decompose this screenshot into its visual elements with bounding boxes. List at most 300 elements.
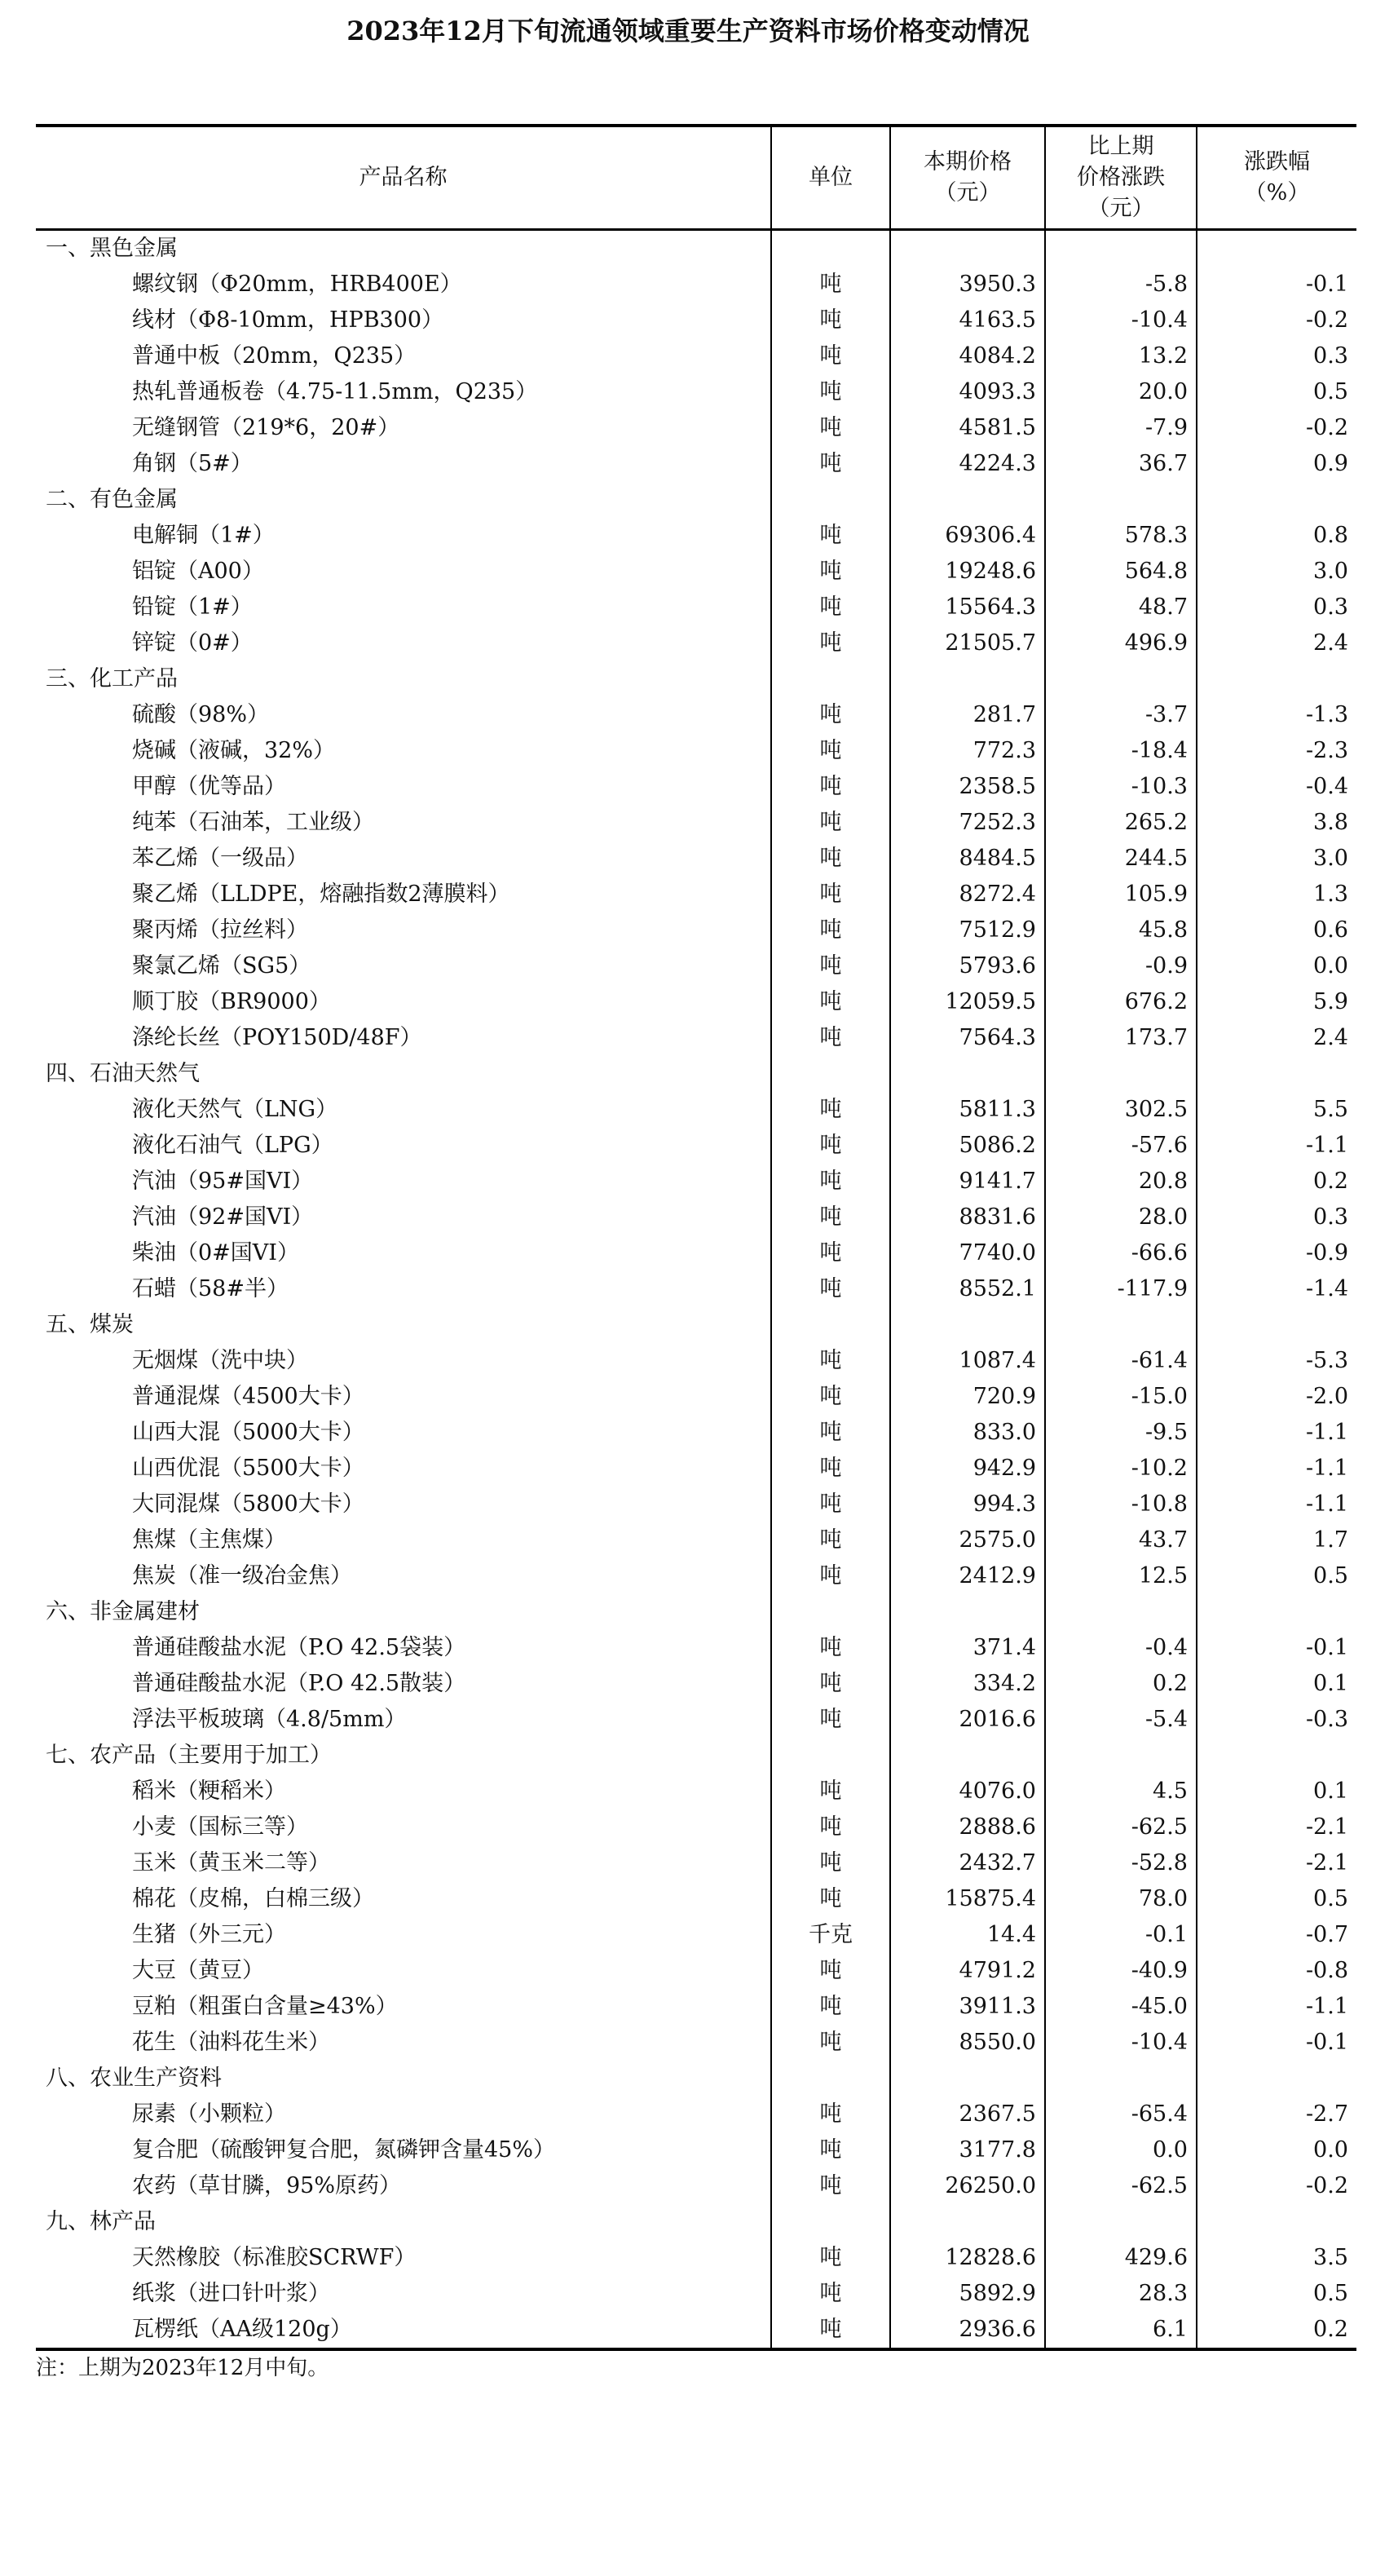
table-row bbox=[36, 1379, 1356, 1415]
unit-cell: 吨 bbox=[771, 625, 890, 661]
empty-cell bbox=[771, 661, 890, 697]
change-percent-cell: 5.5 bbox=[1197, 1092, 1356, 1128]
change-percent-cell: -0.4 bbox=[1197, 769, 1356, 805]
change-percent-cell: -2.1 bbox=[1197, 1845, 1356, 1881]
price-change-cell: 578.3 bbox=[1045, 518, 1197, 554]
empty-cell bbox=[890, 1738, 1045, 1774]
header-row bbox=[36, 126, 1356, 230]
category-row bbox=[36, 1307, 1356, 1343]
empty-cell bbox=[1045, 1056, 1197, 1092]
table-row bbox=[36, 1164, 1356, 1200]
price-change-cell: 28.3 bbox=[1045, 2276, 1197, 2312]
price-change-cell: -10.8 bbox=[1045, 1487, 1197, 1522]
category-name: 五、煤炭 bbox=[46, 1312, 134, 1337]
category-row bbox=[36, 1056, 1356, 1092]
product-name: 顺丁胶（BR9000） bbox=[132, 989, 331, 1014]
product-name: 角钢（5#） bbox=[132, 451, 253, 476]
change-percent-cell: 3.5 bbox=[1197, 2240, 1356, 2276]
product-name: 螺纹钢（Φ20mm，HRB400E） bbox=[132, 272, 462, 297]
price-change-cell: -18.4 bbox=[1045, 733, 1197, 769]
product-name: 天然橡胶（标准胶SCRWF） bbox=[132, 2245, 417, 2270]
empty-cell bbox=[1045, 1307, 1197, 1343]
product-name: 铝锭（A00） bbox=[132, 559, 264, 584]
product-name: 稻米（粳稻米） bbox=[132, 1778, 286, 1804]
empty-cell bbox=[771, 1056, 890, 1092]
category-name: 七、农产品（主要用于加工） bbox=[46, 1743, 332, 1768]
unit-cell: 吨 bbox=[771, 1379, 890, 1415]
empty-cell bbox=[890, 661, 1045, 697]
change-percent-cell: -0.2 bbox=[1197, 2168, 1356, 2204]
empty-cell bbox=[1045, 230, 1197, 267]
table-row bbox=[36, 805, 1356, 841]
current-price-cell: 2412.9 bbox=[890, 1558, 1045, 1594]
product-name: 硫酸（98%） bbox=[132, 702, 270, 727]
change-percent-cell: -0.7 bbox=[1197, 1917, 1356, 1953]
price-change-cell: 496.9 bbox=[1045, 625, 1197, 661]
table-row bbox=[36, 697, 1356, 733]
price-change-cell: -52.8 bbox=[1045, 1845, 1197, 1881]
unit-cell: 吨 bbox=[771, 769, 890, 805]
empty-cell bbox=[1197, 230, 1356, 267]
change-percent-cell: 0.2 bbox=[1197, 2312, 1356, 2349]
price-change-cell: 105.9 bbox=[1045, 877, 1197, 912]
table-row bbox=[36, 2168, 1356, 2204]
change-percent-cell: 0.2 bbox=[1197, 1164, 1356, 1200]
table-row bbox=[36, 590, 1356, 625]
product-name: 聚丙烯（拉丝料） bbox=[132, 917, 308, 943]
empty-cell bbox=[771, 230, 890, 267]
product-name: 烧碱（液碱，32%） bbox=[132, 738, 336, 763]
current-price-cell: 1087.4 bbox=[890, 1343, 1045, 1379]
product-name: 花生（油料花生米） bbox=[132, 2030, 330, 2055]
unit-cell: 吨 bbox=[771, 1558, 890, 1594]
unit-cell: 吨 bbox=[771, 2025, 890, 2061]
product-name: 热轧普通板卷（4.75-11.5mm，Q235） bbox=[132, 379, 538, 404]
product-name: 普通中板（20mm，Q235） bbox=[132, 343, 417, 369]
change-percent-cell: 0.3 bbox=[1197, 590, 1356, 625]
empty-cell bbox=[1045, 661, 1197, 697]
current-price-cell: 2575.0 bbox=[890, 1522, 1045, 1558]
change-percent-cell: -1.1 bbox=[1197, 1128, 1356, 1164]
table-row bbox=[36, 1343, 1356, 1379]
change-percent-cell: -1.3 bbox=[1197, 697, 1356, 733]
change-percent-cell: 5.9 bbox=[1197, 984, 1356, 1020]
price-change-cell: 12.5 bbox=[1045, 1558, 1197, 1594]
change-percent-cell: -2.0 bbox=[1197, 1379, 1356, 1415]
empty-cell bbox=[771, 1738, 890, 1774]
price-change-cell: -3.7 bbox=[1045, 697, 1197, 733]
current-price-cell: 9141.7 bbox=[890, 1164, 1045, 1200]
current-price-cell: 7252.3 bbox=[890, 805, 1045, 841]
category-row bbox=[36, 482, 1356, 518]
unit-cell: 吨 bbox=[771, 1666, 890, 1702]
category-name: 四、石油天然气 bbox=[46, 1061, 200, 1086]
page-title: 2023年12月下旬流通领域重要生产资料市场价格变动情况 bbox=[346, 15, 1030, 46]
table-row bbox=[36, 2025, 1356, 2061]
price-change-cell: -45.0 bbox=[1045, 1989, 1197, 2025]
price-change-cell: 0.0 bbox=[1045, 2132, 1197, 2168]
product-name: 铅锭（1#） bbox=[132, 594, 253, 620]
change-percent-cell: -0.1 bbox=[1197, 267, 1356, 303]
product-name: 豆粕（粗蛋白含量≥43%） bbox=[132, 1994, 398, 2019]
unit-cell: 吨 bbox=[771, 1200, 890, 1235]
current-price-cell: 12059.5 bbox=[890, 984, 1045, 1020]
price-change-cell: 4.5 bbox=[1045, 1774, 1197, 1809]
price-change-cell: 20.0 bbox=[1045, 374, 1197, 410]
unit-cell: 吨 bbox=[771, 338, 890, 374]
table-row bbox=[36, 769, 1356, 805]
unit-cell: 吨 bbox=[771, 410, 890, 446]
header-current-price bbox=[890, 126, 1045, 230]
current-price-cell: 833.0 bbox=[890, 1415, 1045, 1451]
empty-cell bbox=[1197, 661, 1356, 697]
price-change-cell: 48.7 bbox=[1045, 590, 1197, 625]
change-percent-cell: 3.8 bbox=[1197, 805, 1356, 841]
change-percent-cell: 0.8 bbox=[1197, 518, 1356, 554]
unit-cell: 吨 bbox=[771, 805, 890, 841]
current-price-cell: 772.3 bbox=[890, 733, 1045, 769]
product-name: 焦炭（准一级冶金焦） bbox=[132, 1563, 352, 1588]
unit-cell: 吨 bbox=[771, 984, 890, 1020]
current-price-cell: 4163.5 bbox=[890, 303, 1045, 338]
current-price-cell: 8831.6 bbox=[890, 1200, 1045, 1235]
product-name: 电解铜（1#） bbox=[132, 523, 275, 548]
current-price-cell: 8484.5 bbox=[890, 841, 1045, 877]
change-percent-cell: 0.5 bbox=[1197, 374, 1356, 410]
unit-cell: 吨 bbox=[771, 1953, 890, 1989]
unit-cell: 吨 bbox=[771, 1702, 890, 1738]
product-name: 大豆（黄豆） bbox=[132, 1958, 264, 1983]
change-percent-cell: -2.7 bbox=[1197, 2097, 1356, 2132]
change-percent-cell: 1.7 bbox=[1197, 1522, 1356, 1558]
current-price-cell: 4224.3 bbox=[890, 446, 1045, 482]
current-price-cell: 5086.2 bbox=[890, 1128, 1045, 1164]
table-row bbox=[36, 877, 1356, 912]
empty-cell bbox=[771, 2204, 890, 2240]
unit-cell: 吨 bbox=[771, 1989, 890, 2025]
table-row bbox=[36, 1845, 1356, 1881]
change-percent-cell: 0.5 bbox=[1197, 1558, 1356, 1594]
current-price-cell: 3911.3 bbox=[890, 1989, 1045, 2025]
current-price-cell: 12828.6 bbox=[890, 2240, 1045, 2276]
table-row bbox=[36, 1917, 1356, 1953]
change-percent-cell: -1.1 bbox=[1197, 1487, 1356, 1522]
table-row bbox=[36, 410, 1356, 446]
product-name: 石蜡（58#半） bbox=[132, 1276, 289, 1301]
change-percent-cell: -0.1 bbox=[1197, 1630, 1356, 1666]
header-price-change-line1: 比上期 bbox=[1087, 134, 1154, 159]
current-price-cell: 281.7 bbox=[890, 697, 1045, 733]
change-percent-cell: 0.3 bbox=[1197, 338, 1356, 374]
unit-cell: 吨 bbox=[771, 877, 890, 912]
table-row bbox=[36, 1487, 1356, 1522]
product-name: 山西优混（5500大卡） bbox=[132, 1456, 364, 1481]
empty-cell bbox=[890, 230, 1045, 267]
header-product-name-text: 产品名称 bbox=[359, 165, 448, 190]
table-row bbox=[36, 1558, 1356, 1594]
table-row bbox=[36, 733, 1356, 769]
price-change-cell: -57.6 bbox=[1045, 1128, 1197, 1164]
current-price-cell: 371.4 bbox=[890, 1630, 1045, 1666]
current-price-cell: 4093.3 bbox=[890, 374, 1045, 410]
product-name: 汽油（92#国VI） bbox=[132, 1204, 314, 1230]
table-row bbox=[36, 338, 1356, 374]
category-row bbox=[36, 230, 1356, 267]
header-current-price-line1: 本期价格 bbox=[924, 149, 1012, 175]
empty-cell bbox=[890, 2061, 1045, 2097]
price-change-cell: -5.8 bbox=[1045, 267, 1197, 303]
price-change-cell: -117.9 bbox=[1045, 1271, 1197, 1307]
category-name: 八、农业生产资料 bbox=[46, 2066, 222, 2091]
current-price-cell: 2358.5 bbox=[890, 769, 1045, 805]
product-name: 柴油（0#国VI） bbox=[132, 1240, 299, 1266]
current-price-cell: 4076.0 bbox=[890, 1774, 1045, 1809]
table-row bbox=[36, 984, 1356, 1020]
unit-cell: 吨 bbox=[771, 1451, 890, 1487]
current-price-cell: 5793.6 bbox=[890, 948, 1045, 984]
unit-cell: 吨 bbox=[771, 1415, 890, 1451]
current-price-cell: 2016.6 bbox=[890, 1702, 1045, 1738]
table-row bbox=[36, 2312, 1356, 2349]
table-row bbox=[36, 267, 1356, 303]
price-change-cell: -5.4 bbox=[1045, 1702, 1197, 1738]
current-price-cell: 8550.0 bbox=[890, 2025, 1045, 2061]
price-change-cell: 429.6 bbox=[1045, 2240, 1197, 2276]
product-name: 纯苯（石油苯，工业级） bbox=[132, 810, 374, 835]
unit-cell: 吨 bbox=[771, 1164, 890, 1200]
table-row bbox=[36, 1451, 1356, 1487]
current-price-cell: 5811.3 bbox=[890, 1092, 1045, 1128]
current-price-cell: 2432.7 bbox=[890, 1845, 1045, 1881]
price-change-cell: -61.4 bbox=[1045, 1343, 1197, 1379]
unit-cell: 吨 bbox=[771, 1845, 890, 1881]
unit-cell: 吨 bbox=[771, 948, 890, 984]
price-change-cell: -65.4 bbox=[1045, 2097, 1197, 2132]
price-change-cell: 0.2 bbox=[1045, 1666, 1197, 1702]
product-name: 尿素（小颗粒） bbox=[132, 2101, 286, 2127]
table-row bbox=[36, 841, 1356, 877]
unit-cell: 吨 bbox=[771, 554, 890, 590]
price-change-cell: -0.4 bbox=[1045, 1630, 1197, 1666]
product-name: 聚氯乙烯（SG5） bbox=[132, 953, 311, 979]
table-row bbox=[36, 374, 1356, 410]
table-row bbox=[36, 1415, 1356, 1451]
price-change-cell: -10.2 bbox=[1045, 1451, 1197, 1487]
unit-cell: 吨 bbox=[771, 267, 890, 303]
price-change-cell: -15.0 bbox=[1045, 1379, 1197, 1415]
current-price-cell: 7512.9 bbox=[890, 912, 1045, 948]
current-price-cell: 5892.9 bbox=[890, 2276, 1045, 2312]
table-row bbox=[36, 1235, 1356, 1271]
table-row bbox=[36, 2097, 1356, 2132]
product-name: 棉花（皮棉，白棉三级） bbox=[132, 1886, 374, 1911]
empty-cell bbox=[1045, 2061, 1197, 2097]
unit-cell: 吨 bbox=[771, 841, 890, 877]
header-product-name bbox=[36, 126, 771, 230]
empty-cell bbox=[771, 482, 890, 518]
price-change-cell: -10.3 bbox=[1045, 769, 1197, 805]
table-row bbox=[36, 1522, 1356, 1558]
product-name: 农药（草甘膦，95%原药） bbox=[132, 2173, 402, 2198]
product-name: 山西大混（5000大卡） bbox=[132, 1420, 364, 1445]
empty-cell bbox=[890, 2204, 1045, 2240]
current-price-cell: 15564.3 bbox=[890, 590, 1045, 625]
price-change-cell: -66.6 bbox=[1045, 1235, 1197, 1271]
current-price-cell: 8552.1 bbox=[890, 1271, 1045, 1307]
price-change-cell: 36.7 bbox=[1045, 446, 1197, 482]
category-name: 二、有色金属 bbox=[46, 487, 178, 512]
unit-cell: 吨 bbox=[771, 303, 890, 338]
empty-cell bbox=[1197, 1738, 1356, 1774]
unit-cell: 吨 bbox=[771, 1020, 890, 1056]
price-change-cell: -0.1 bbox=[1045, 1917, 1197, 1953]
current-price-cell: 3950.3 bbox=[890, 267, 1045, 303]
unit-cell: 吨 bbox=[771, 1343, 890, 1379]
price-change-cell: 676.2 bbox=[1045, 984, 1197, 1020]
price-change-cell: 13.2 bbox=[1045, 338, 1197, 374]
unit-cell: 吨 bbox=[771, 1092, 890, 1128]
table-row bbox=[36, 948, 1356, 984]
category-name: 一、黑色金属 bbox=[46, 236, 178, 261]
table-header bbox=[36, 126, 1356, 230]
change-percent-cell: 0.5 bbox=[1197, 2276, 1356, 2312]
table-row bbox=[36, 1953, 1356, 1989]
current-price-cell: 7564.3 bbox=[890, 1020, 1045, 1056]
header-price-change-line2: 价格涨跌 bbox=[1077, 165, 1165, 190]
current-price-cell: 69306.4 bbox=[890, 518, 1045, 554]
product-name: 线材（Φ8-10mm，HPB300） bbox=[132, 307, 444, 333]
current-price-cell: 3177.8 bbox=[890, 2132, 1045, 2168]
table-row bbox=[36, 1702, 1356, 1738]
change-percent-cell: -2.3 bbox=[1197, 733, 1356, 769]
table-row bbox=[36, 1128, 1356, 1164]
table-row bbox=[36, 1881, 1356, 1917]
product-name: 无缝钢管（219*6，20#） bbox=[132, 415, 400, 440]
unit-cell: 吨 bbox=[771, 590, 890, 625]
product-name: 汽油（95#国VI） bbox=[132, 1169, 314, 1194]
change-percent-cell: -0.9 bbox=[1197, 1235, 1356, 1271]
empty-cell bbox=[1197, 1594, 1356, 1630]
price-change-cell: -40.9 bbox=[1045, 1953, 1197, 1989]
unit-cell: 吨 bbox=[771, 2312, 890, 2349]
table-row bbox=[36, 912, 1356, 948]
current-price-cell: 26250.0 bbox=[890, 2168, 1045, 2204]
product-name: 无烟煤（洗中块） bbox=[132, 1348, 308, 1373]
change-percent-cell: 2.4 bbox=[1197, 1020, 1356, 1056]
current-price-cell: 720.9 bbox=[890, 1379, 1045, 1415]
change-percent-cell: 3.0 bbox=[1197, 554, 1356, 590]
change-percent-cell: 0.9 bbox=[1197, 446, 1356, 482]
header-unit bbox=[771, 126, 890, 230]
change-percent-cell: -0.2 bbox=[1197, 410, 1356, 446]
change-percent-cell: -0.8 bbox=[1197, 1953, 1356, 1989]
table-row bbox=[36, 446, 1356, 482]
table-row bbox=[36, 554, 1356, 590]
empty-cell bbox=[1197, 2204, 1356, 2240]
product-name: 普通硅酸盐水泥（P.O 42.5袋装） bbox=[132, 1635, 466, 1660]
current-price-cell: 2367.5 bbox=[890, 2097, 1045, 2132]
category-row bbox=[36, 2204, 1356, 2240]
price-change-cell: 43.7 bbox=[1045, 1522, 1197, 1558]
current-price-cell: 994.3 bbox=[890, 1487, 1045, 1522]
price-change-cell: 28.0 bbox=[1045, 1200, 1197, 1235]
unit-cell: 吨 bbox=[771, 733, 890, 769]
unit-cell: 吨 bbox=[771, 446, 890, 482]
current-price-cell: 4791.2 bbox=[890, 1953, 1045, 1989]
price-change-cell: 244.5 bbox=[1045, 841, 1197, 877]
product-name: 聚乙烯（LLDPE，熔融指数2薄膜料） bbox=[132, 881, 510, 907]
table-row bbox=[36, 303, 1356, 338]
category-row bbox=[36, 1738, 1356, 1774]
current-price-cell: 15875.4 bbox=[890, 1881, 1045, 1917]
price-change-cell: -0.9 bbox=[1045, 948, 1197, 984]
change-percent-cell: -1.4 bbox=[1197, 1271, 1356, 1307]
category-name: 三、化工产品 bbox=[46, 666, 178, 691]
product-name: 普通混煤（4500大卡） bbox=[132, 1384, 364, 1409]
empty-cell bbox=[771, 2061, 890, 2097]
unit-cell: 吨 bbox=[771, 912, 890, 948]
current-price-cell: 2936.6 bbox=[890, 2312, 1045, 2349]
product-name: 液化天然气（LNG） bbox=[132, 1097, 338, 1122]
table-row bbox=[36, 1666, 1356, 1702]
price-change-cell: -7.9 bbox=[1045, 410, 1197, 446]
unit-cell: 吨 bbox=[771, 2240, 890, 2276]
empty-cell bbox=[890, 482, 1045, 518]
change-percent-cell: 0.0 bbox=[1197, 948, 1356, 984]
unit-cell: 吨 bbox=[771, 1809, 890, 1845]
product-name: 甲醇（优等品） bbox=[132, 774, 286, 799]
table-row bbox=[36, 1020, 1356, 1056]
unit-cell: 吨 bbox=[771, 1487, 890, 1522]
table-row bbox=[36, 2132, 1356, 2168]
empty-cell bbox=[1197, 1056, 1356, 1092]
current-price-cell: 942.9 bbox=[890, 1451, 1045, 1487]
table-row bbox=[36, 1809, 1356, 1845]
empty-cell bbox=[771, 1307, 890, 1343]
unit-cell: 吨 bbox=[771, 2276, 890, 2312]
change-percent-cell: 2.4 bbox=[1197, 625, 1356, 661]
category-row bbox=[36, 1594, 1356, 1630]
header-price-change-line3: （元） bbox=[1087, 196, 1154, 221]
current-price-cell: 4084.2 bbox=[890, 338, 1045, 374]
change-percent-cell: -1.1 bbox=[1197, 1415, 1356, 1451]
unit-cell: 吨 bbox=[771, 518, 890, 554]
product-name: 苯乙烯（一级品） bbox=[132, 846, 308, 871]
empty-cell bbox=[1045, 2204, 1197, 2240]
table-body bbox=[36, 230, 1356, 2350]
change-percent-cell: 0.1 bbox=[1197, 1774, 1356, 1809]
change-percent-cell: 0.0 bbox=[1197, 2132, 1356, 2168]
current-price-cell: 4581.5 bbox=[890, 410, 1045, 446]
unit-cell: 吨 bbox=[771, 374, 890, 410]
change-percent-cell: -1.1 bbox=[1197, 1989, 1356, 2025]
change-percent-cell: -0.2 bbox=[1197, 303, 1356, 338]
current-price-cell: 19248.6 bbox=[890, 554, 1045, 590]
current-price-cell: 7740.0 bbox=[890, 1235, 1045, 1271]
footnote: 注：上期为2023年12月中旬。 bbox=[36, 2356, 329, 2380]
change-percent-cell: -1.1 bbox=[1197, 1451, 1356, 1487]
product-name: 小麦（国标三等） bbox=[132, 1814, 308, 1840]
empty-cell bbox=[1197, 1307, 1356, 1343]
category-row bbox=[36, 2061, 1356, 2097]
empty-cell bbox=[1045, 482, 1197, 518]
table-row bbox=[36, 1271, 1356, 1307]
price-change-cell: 265.2 bbox=[1045, 805, 1197, 841]
header-current-price-line2: （元） bbox=[934, 180, 1001, 205]
change-percent-cell: -0.1 bbox=[1197, 2025, 1356, 2061]
price-change-cell: -10.4 bbox=[1045, 2025, 1197, 2061]
current-price-cell: 334.2 bbox=[890, 1666, 1045, 1702]
